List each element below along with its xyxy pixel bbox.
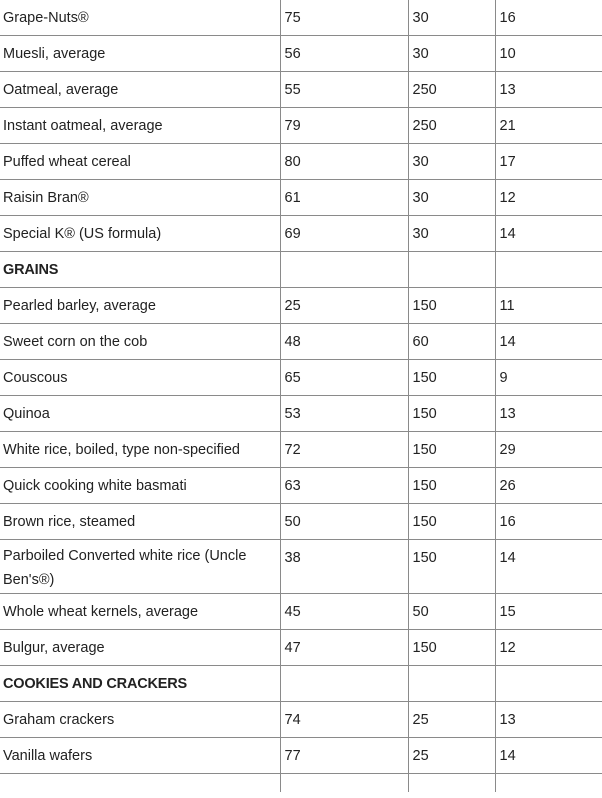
food-name-cell: Oatmeal, average <box>0 72 280 108</box>
table-row <box>0 360 602 396</box>
glycemic-load-cell: 14 <box>495 738 602 774</box>
section-title: COOKIES AND CRACKERS <box>0 666 280 702</box>
table-row <box>0 108 602 144</box>
glycemic-index-cell: 38 <box>280 540 408 594</box>
glycemic-index-cell: 48 <box>280 324 408 360</box>
section-header-row <box>0 252 602 288</box>
food-name-cell: Raisin Bran® <box>0 180 280 216</box>
serving-size-cell: 150 <box>408 540 495 594</box>
serving-size-cell: 25 <box>408 702 495 738</box>
food-name-cell: Muesli, average <box>0 36 280 72</box>
serving-size-cell: 150 <box>408 432 495 468</box>
serving-size-cell: 150 <box>408 468 495 504</box>
glycemic-index-cell: 77 <box>280 738 408 774</box>
serving-size-cell <box>408 666 495 702</box>
glycemic-load-cell: 17 <box>495 144 602 180</box>
glycemic-index-cell: 72 <box>280 432 408 468</box>
glycemic-load-cell: 10 <box>495 36 602 72</box>
food-name-cell: Parboiled Converted white rice (Uncle Ben's®) <box>0 540 280 594</box>
table-row <box>0 432 602 468</box>
serving-size-cell: 50 <box>408 594 495 630</box>
glycemic-load-cell: 13 <box>495 72 602 108</box>
serving-size-cell: 250 <box>408 72 495 108</box>
food-name-cell: Pearled barley, average <box>0 288 280 324</box>
empty-cell <box>280 774 408 793</box>
food-name-cell: Sweet corn on the cob <box>0 324 280 360</box>
serving-size-cell: 150 <box>408 630 495 666</box>
table-row <box>0 630 602 666</box>
glycemic-load-cell <box>495 252 602 288</box>
glycemic-index-cell: 56 <box>280 36 408 72</box>
food-name-cell: Bulgur, average <box>0 630 280 666</box>
glycemic-load-cell: 16 <box>495 504 602 540</box>
table-row <box>0 72 602 108</box>
glycemic-index-cell: 75 <box>280 0 408 36</box>
empty-cell <box>408 774 495 793</box>
table-row <box>0 594 602 630</box>
table-row <box>0 324 602 360</box>
glycemic-index-cell: 63 <box>280 468 408 504</box>
serving-size-cell: 30 <box>408 180 495 216</box>
table-row-cut-off <box>0 774 602 793</box>
glycemic-index-cell: 65 <box>280 360 408 396</box>
glycemic-index-cell: 69 <box>280 216 408 252</box>
glycemic-load-cell: 11 <box>495 288 602 324</box>
food-name-cell: Whole wheat kernels, average <box>0 594 280 630</box>
glycemic-load-cell: 12 <box>495 180 602 216</box>
serving-size-cell: 60 <box>408 324 495 360</box>
food-name-cell: Grape-Nuts® <box>0 0 280 36</box>
glycemic-load-cell: 13 <box>495 396 602 432</box>
glycemic-load-cell: 14 <box>495 216 602 252</box>
section-title: GRAINS <box>0 252 280 288</box>
food-name-cell: Vanilla wafers <box>0 738 280 774</box>
glycemic-index-cell: 45 <box>280 594 408 630</box>
glycemic-load-cell: 13 <box>495 702 602 738</box>
table-row <box>0 216 602 252</box>
glycemic-index-cell <box>280 666 408 702</box>
glycemic-load-cell: 14 <box>495 324 602 360</box>
table-row <box>0 144 602 180</box>
table-row <box>0 36 602 72</box>
serving-size-cell: 150 <box>408 504 495 540</box>
serving-size-cell: 30 <box>408 0 495 36</box>
glycemic-index-cell: 74 <box>280 702 408 738</box>
serving-size-cell: 150 <box>408 288 495 324</box>
food-name-cell: Instant oatmeal, average <box>0 108 280 144</box>
table-row <box>0 540 602 594</box>
glycemic-index-cell: 53 <box>280 396 408 432</box>
food-name-cell: Quick cooking white basmati <box>0 468 280 504</box>
section-header-row <box>0 666 602 702</box>
serving-size-cell <box>408 252 495 288</box>
glycemic-index-cell: 47 <box>280 630 408 666</box>
glycemic-load-cell <box>495 666 602 702</box>
serving-size-cell: 150 <box>408 360 495 396</box>
serving-size-cell: 30 <box>408 216 495 252</box>
serving-size-cell: 30 <box>408 144 495 180</box>
table-row <box>0 468 602 504</box>
glycemic-index-cell: 25 <box>280 288 408 324</box>
food-name-cell: Brown rice, steamed <box>0 504 280 540</box>
table-row <box>0 0 602 36</box>
glycemic-index-cell: 61 <box>280 180 408 216</box>
glycemic-load-cell: 12 <box>495 630 602 666</box>
food-name-cell: Quinoa <box>0 396 280 432</box>
table-row <box>0 504 602 540</box>
glycemic-index-cell: 50 <box>280 504 408 540</box>
glycemic-load-cell: 9 <box>495 360 602 396</box>
glycemic-index-cell: 79 <box>280 108 408 144</box>
food-name-cell: White rice, boiled, type non-specified <box>0 432 280 468</box>
food-name-cell: Couscous <box>0 360 280 396</box>
serving-size-cell: 30 <box>408 36 495 72</box>
glycemic-load-cell: 29 <box>495 432 602 468</box>
table-row <box>0 288 602 324</box>
serving-size-cell: 250 <box>408 108 495 144</box>
empty-cell <box>495 774 602 793</box>
food-name-cell: Graham crackers <box>0 702 280 738</box>
empty-cell <box>0 774 280 793</box>
serving-size-cell: 150 <box>408 396 495 432</box>
glycemic-load-cell: 15 <box>495 594 602 630</box>
glycemic-index-cell: 80 <box>280 144 408 180</box>
table-row <box>0 738 602 774</box>
glycemic-index-cell <box>280 252 408 288</box>
food-name-cell: Puffed wheat cereal <box>0 144 280 180</box>
glycemic-load-cell: 16 <box>495 0 602 36</box>
table-row <box>0 702 602 738</box>
table-row <box>0 180 602 216</box>
serving-size-cell: 25 <box>408 738 495 774</box>
glycemic-index-cell: 55 <box>280 72 408 108</box>
glycemic-load-cell: 21 <box>495 108 602 144</box>
table-row <box>0 396 602 432</box>
food-name-cell: Special K® (US formula) <box>0 216 280 252</box>
glycemic-load-cell: 26 <box>495 468 602 504</box>
glycemic-load-cell: 14 <box>495 540 602 594</box>
